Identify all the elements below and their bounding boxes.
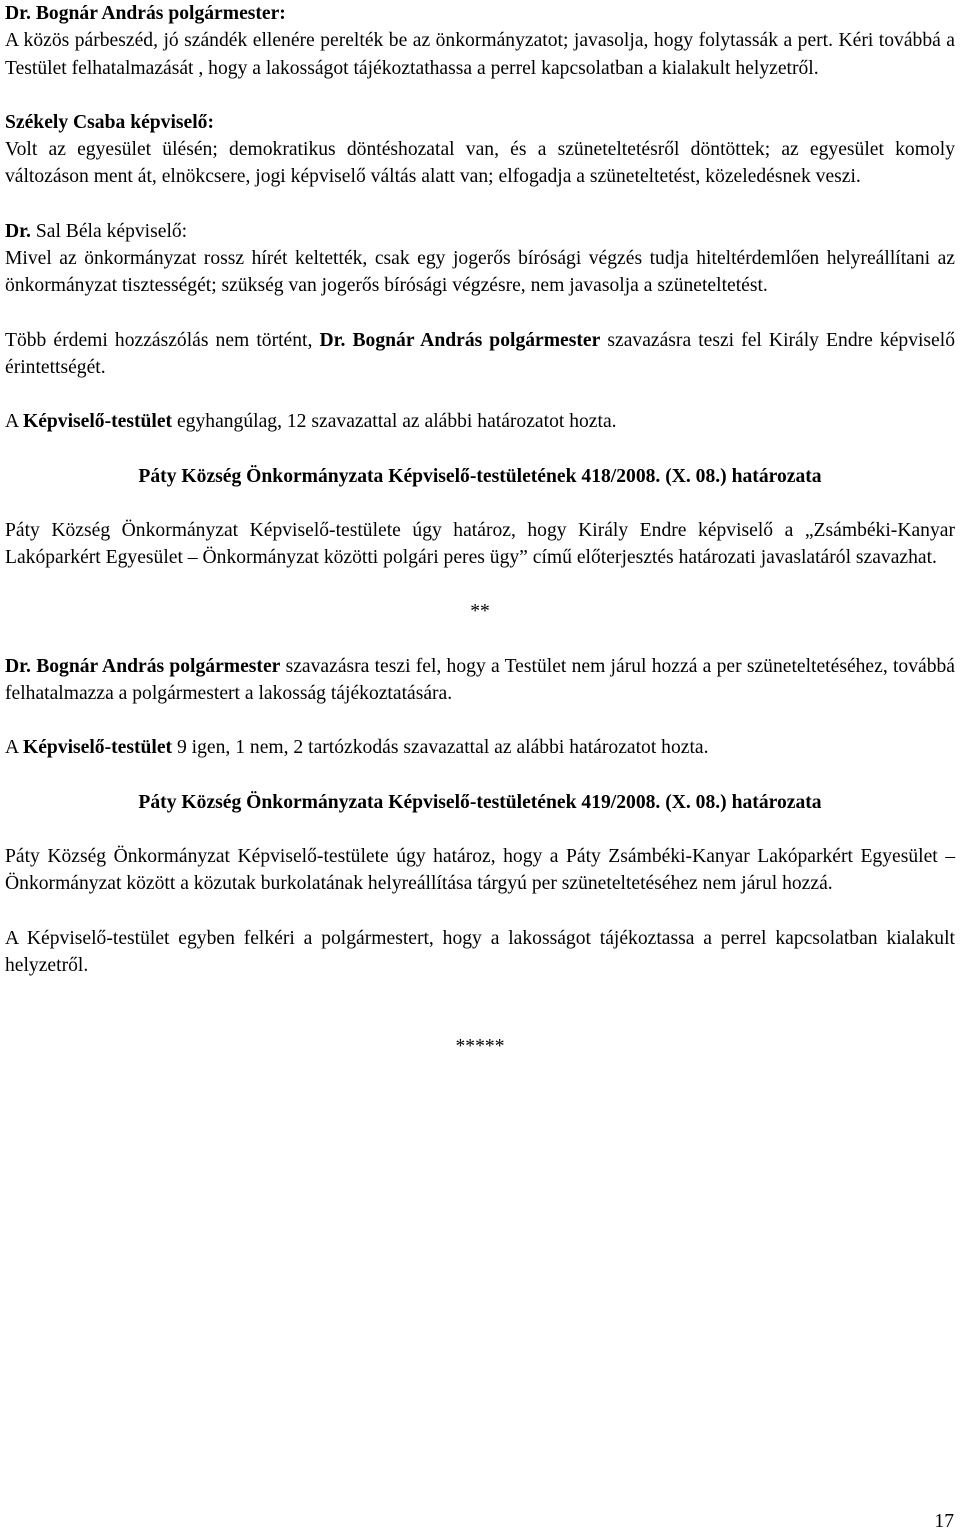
document-page — [5, 0, 955, 1060]
paragraph — [5, 408, 955, 435]
text-run: szavazásra teszi fel, hogy a Testület nem járul hozzá a per szüneteltetéséhez, továbbá felhatalmazza a polgármestert a lakosság tájékoztatására. — [5, 655, 955, 705]
speaker-heading: Dr. Bognár András polgármester: — [5, 3, 286, 24]
speaker-name: Dr. Bognár András polgármester — [5, 655, 281, 677]
paragraph — [5, 327, 955, 382]
speaker-heading — [5, 218, 955, 245]
text-run: egyhangúlag, 12 szavazattal az alábbi határozatot hozta. — [172, 411, 617, 433]
text-run: szavazásra teszi fel Király Endre képviselő érintettségét. — [5, 329, 955, 378]
speaker-heading: Székely Csaba képviselő: — [5, 111, 215, 133]
body-name: Képviselő-testület — [22, 411, 173, 433]
resolution-title: Páty Község Önkormányzata Képviselő-testületének 418/2008. (X. 08.) határozata — [138, 465, 822, 487]
body-name: Képviselő-testület — [22, 737, 173, 759]
section-separator: ***** — [455, 1036, 505, 1058]
paragraph — [5, 653, 955, 708]
section-separator: ** — [470, 601, 490, 623]
paragraph: Volt az egyesület ülésén; demokratikus döntéshozatal van, és a szüneteltetésről döntöttek; az egyesület komoly változáson ment át, elnökcsere, jogi képviselő váltás alatt van; elfogadja a szüneteltetést, közeledésnek veszi. — [5, 139, 955, 188]
paragraph — [5, 734, 955, 761]
resolution-text: A Képviselő-testület egyben felkéri a polgármestert, hogy a lakosságot tájékoztassa a perrel kapcsolatban kialakult helyzetről. — [5, 927, 955, 976]
paragraph: A közös párbeszéd, jó szándék ellenére perelték be az önkormányzatot; javasolja, hogy folytassák a pert. Kéri továbbá a Testület felhatalmazását , hogy a lakosságot tájékoztathassa a perrel kapcsolatban a kialakult helyzetről. — [5, 30, 955, 79]
text-run: A — [5, 411, 23, 433]
speaker-title: Dr. — [5, 220, 31, 242]
speaker-name: Dr. Bognár András polgármester — [319, 329, 601, 351]
text-run: Több érdemi hozzászólás nem történt, — [5, 329, 320, 351]
text-run: A — [5, 737, 23, 759]
resolution-text: Páty Község Önkormányzat Képviselő-testülete úgy határoz, hogy a Páty Zsámbéki-Kanyar Lakóparkért Egyesület – Önkormányzat között a közutak burkolatának helyreállítása tárgyú per szüneteltetéséhez nem járul hozzá. — [5, 845, 955, 895]
resolution-title: Páty Község Önkormányzata Képviselő-testületének 419/2008. (X. 08.) határozata — [138, 791, 822, 813]
page-number: 17 — [934, 1511, 954, 1532]
resolution-text: Páty Község Önkormányzat Képviselő-testülete úgy határoz, hogy Király Endre képviselő a „Zsámbéki-Kanyar Lakóparkért Egyesület – Önkormányzat közötti polgári peres ügy” című előterjesztés határozati javaslatáról szavazhat. — [5, 519, 955, 569]
text-run: 9 igen, 1 nem, 2 tartózkodás szavazattal az alábbi határozatot hozta. — [172, 737, 709, 759]
speaker-name: Sal Béla képviselő: — [30, 220, 188, 242]
paragraph: Mivel az önkormányzat rossz hírét keltették, csak egy jogerős bírósági végzés tudja hiteltérdemlően helyreállítani az önkormányzat tisztességét; szükség van jogerős bírósági végzésre, nem javasolja a szüneteltetést. — [5, 248, 955, 297]
